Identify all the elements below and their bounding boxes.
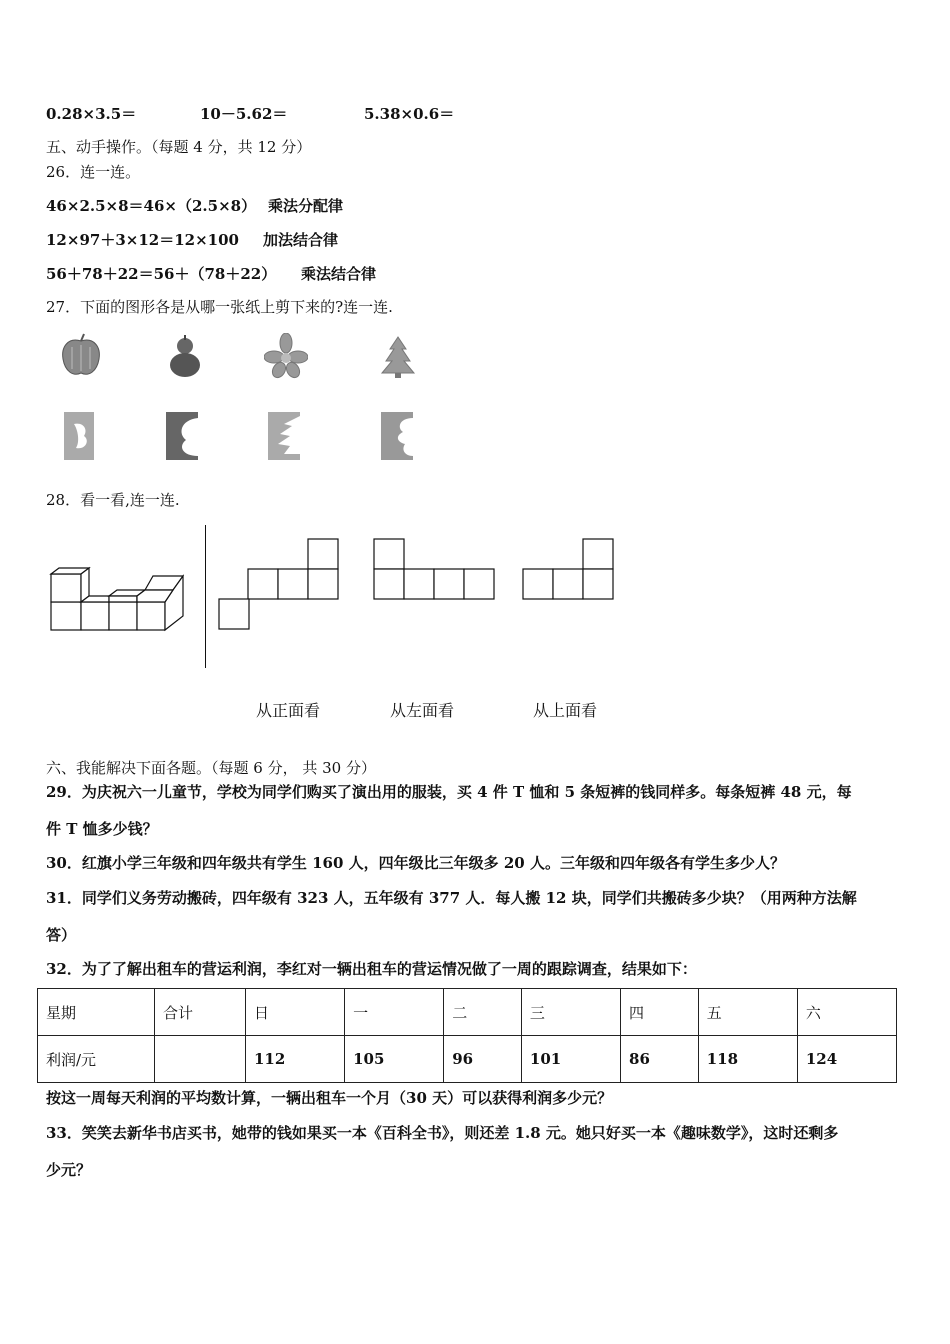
section6-title: 六、我能解决下面各题。（每题 6 分， 共 30 分） (46, 759, 376, 777)
q29-line2: 件 T 恤多少钱？ (46, 820, 158, 838)
value-cell: 96 (444, 1036, 522, 1083)
q31-line1: 31．同学们义务劳动搬砖，四年级有 323 人，五年级有 377 人．每人搬 12 块，同学们共搬砖多少块？（用两种方法解 (46, 889, 857, 907)
calc-1: 0.28×3.5＝ (46, 105, 137, 123)
q28-title: 28．看一看,连一连. (46, 491, 180, 509)
apple-shape-icon (58, 333, 104, 379)
q26-expr-3: 56＋78＋22＝56＋（78＋22） (46, 265, 277, 283)
q26-expr-1: 46×2.5×8＝46×（2.5×8） (46, 197, 257, 215)
label-front-view: 从正面看 (256, 701, 321, 720)
header-cell: 三 (521, 989, 620, 1036)
table-header-row (38, 989, 897, 1036)
header-cell: 合计 (155, 989, 246, 1036)
header-cell: 星期 (38, 989, 155, 1036)
value-cell: 101 (521, 1036, 620, 1083)
q29-line1: 29．为庆祝六一儿童节，学校为同学们购买了演出用的服装，买 4 件 T 恤和 5 条短裤的钱同样多。每条短裤 48 元，每 (46, 783, 852, 801)
calc-3: 5.38×0.6＝ (364, 105, 455, 123)
section5-title: 五、动手操作。（每题 4 分，共 12 分） (46, 138, 312, 156)
top-view-grid (522, 538, 616, 602)
profit-table (37, 988, 897, 1083)
value-cell: 112 (246, 1036, 345, 1083)
q26-title: 26．连一连。 (46, 163, 141, 181)
divider-line (205, 525, 206, 668)
flower-shape-icon (264, 333, 308, 379)
header-cell: 五 (698, 989, 797, 1036)
left-view-grid (373, 538, 497, 602)
value-cell: 86 (621, 1036, 699, 1083)
header-cell: 一 (345, 989, 444, 1036)
header-cell: 日 (246, 989, 345, 1036)
header-cell: 二 (444, 989, 522, 1036)
value-cell: 124 (797, 1036, 896, 1083)
header-cell: 六 (797, 989, 896, 1036)
header-cell: 四 (621, 989, 699, 1036)
value-cell: 105 (345, 1036, 444, 1083)
paper-cutout-2-icon (162, 410, 202, 462)
tree-shape-icon (376, 333, 420, 379)
row-label: 利润/元 (38, 1036, 155, 1083)
q32-title: 32．为了了解出租车的营运利润，李红对一辆出租车的营运情况做了一周的跟踪调查，结果如下： (46, 960, 697, 978)
q26-expr-2: 12×97＋3×12＝12×100 (46, 231, 239, 249)
table-row (38, 1036, 897, 1083)
q32-question: 按这一周每天利润的平均数计算，一辆出租车一个月（30 天）可以获得利润多少元？ (46, 1089, 613, 1107)
q33-line2: 少元？ (46, 1161, 92, 1179)
front-view-grid (218, 538, 342, 632)
paper-cutout-4-icon (377, 410, 417, 462)
calc-2: 10－5.62＝ (200, 105, 288, 123)
gourd-shape-icon (163, 333, 207, 379)
total-cell (155, 1036, 246, 1083)
q33-line1: 33．笑笑去新华书店买书，她带的钱如果买一本《百科全书》，则还差 1.8 元。她只好买一本《趣味数学》，这时还剩多 (46, 1124, 839, 1142)
q31-line2: 答） (46, 926, 77, 944)
q27-title: 27．下面的图形各是从哪一张纸上剪下来的?连一连. (46, 298, 393, 316)
label-top-view: 从上面看 (533, 701, 598, 720)
q26-law-1: 乘法分配律 (268, 197, 344, 215)
cube-stack-figure (46, 560, 186, 636)
q26-law-3: 乘法结合律 (301, 265, 377, 283)
q30-text: 30．红旗小学三年级和四年级共有学生 160 人，四年级比三年级多 20 人。三年级和四年级各有学生多少人？ (46, 854, 785, 872)
label-left-view: 从左面看 (390, 701, 455, 720)
q26-row-3 (46, 263, 276, 284)
q26-law-2: 加法结合律 (263, 231, 339, 249)
q26-row-1 (46, 195, 256, 216)
value-cell: 118 (698, 1036, 797, 1083)
q26-row-2 (46, 229, 239, 250)
paper-cutout-1-icon (60, 410, 98, 462)
paper-cutout-3-icon (264, 410, 304, 462)
